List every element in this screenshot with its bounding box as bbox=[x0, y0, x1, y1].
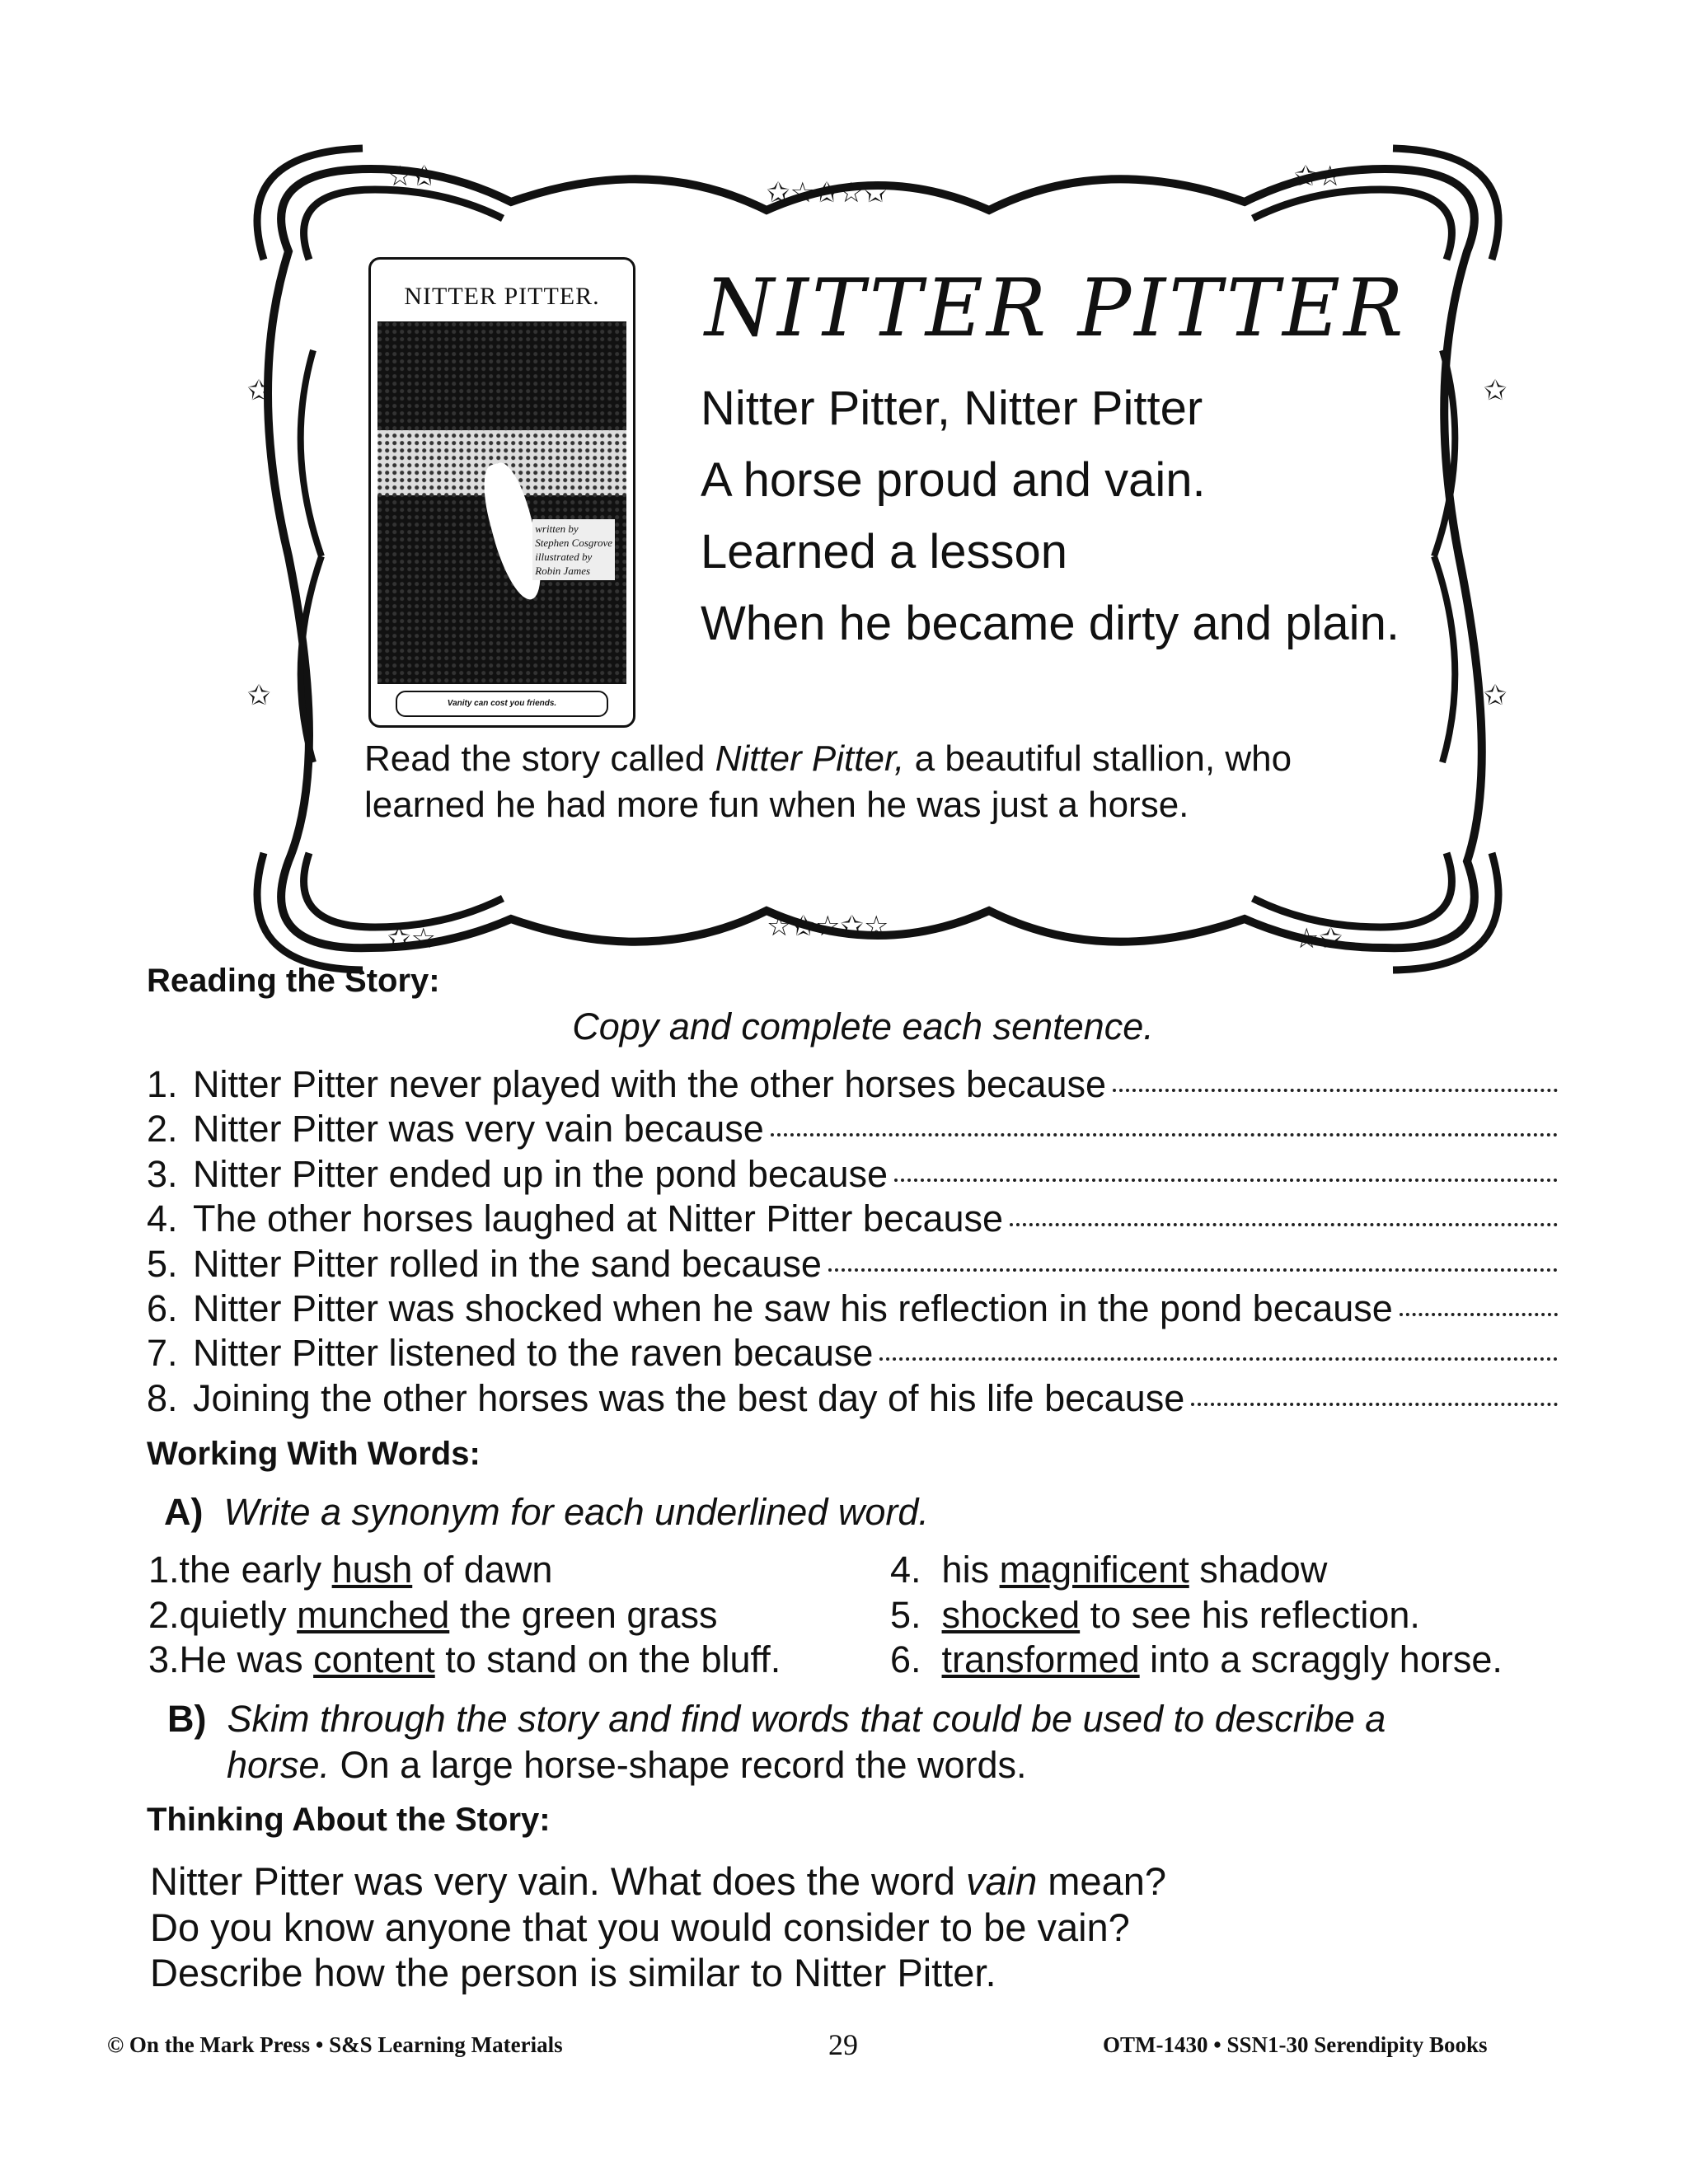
poem-line: A horse proud and vain. bbox=[701, 453, 1206, 507]
reading-question bbox=[147, 1377, 1558, 1420]
credit-illustrated-label: illustrated by bbox=[535, 551, 593, 563]
underlined-word: munched bbox=[297, 1593, 450, 1636]
question-number: 8. bbox=[147, 1376, 178, 1419]
page-number: 29 bbox=[828, 2028, 858, 2061]
credit-written-label: written by bbox=[535, 523, 579, 535]
question-text: Nitter Pitter never played with the other horses because bbox=[193, 1063, 1107, 1105]
item-text: the green grass bbox=[449, 1593, 718, 1636]
part-b-line-2 bbox=[227, 1744, 1027, 1787]
question-text: Nitter Pitter was shocked when he saw his reflection in the pond because bbox=[193, 1287, 1393, 1329]
item-text: into a scraggly horse. bbox=[1139, 1638, 1503, 1680]
item-text: of dawn bbox=[412, 1549, 553, 1591]
question-text: The other horses laughed at Nitter Pitter because bbox=[193, 1197, 1004, 1240]
underlined-word: transformed bbox=[941, 1638, 1140, 1680]
part-b-instruction: On a large horse-shape record the words. bbox=[330, 1744, 1027, 1786]
reading-question bbox=[147, 1197, 1558, 1240]
thinking-text: mean? bbox=[1037, 1859, 1166, 1903]
item-text: his bbox=[941, 1549, 1000, 1591]
svg-text:✩☆: ✩☆ bbox=[387, 922, 436, 955]
reading-heading: Reading the Story: bbox=[147, 963, 440, 999]
question-text: Nitter Pitter rolled in the sand because bbox=[193, 1242, 822, 1285]
item-text: to stand on the bluff. bbox=[434, 1638, 781, 1680]
author: Stephen Cosgrove bbox=[535, 537, 612, 549]
part-a-label: A) bbox=[164, 1491, 204, 1533]
synonym-item bbox=[890, 1549, 1327, 1591]
svg-text:✩: ✩ bbox=[247, 679, 271, 712]
underlined-word: content bbox=[313, 1638, 435, 1680]
cover-tagline: Vanity can cost you friends. bbox=[396, 691, 608, 717]
reading-question bbox=[147, 1108, 1558, 1151]
svg-text:☆✩: ☆✩ bbox=[387, 160, 436, 193]
answer-dotted-line bbox=[879, 1357, 1558, 1361]
reading-question bbox=[147, 1153, 1558, 1196]
footer-publisher: © On the Mark Press • S&S Learning Materials bbox=[107, 2032, 563, 2057]
underlined-word: magnificent bbox=[999, 1549, 1189, 1591]
question-number: 7. bbox=[147, 1332, 178, 1375]
reading-question bbox=[147, 1287, 1558, 1330]
reading-question bbox=[147, 1332, 1558, 1375]
question-number: 6. bbox=[147, 1287, 178, 1329]
page-title: NITTER PITTER bbox=[705, 262, 1407, 354]
footer-series: OTM-1430 • SSN1-30 Serendipity Books bbox=[1103, 2032, 1488, 2057]
part-a-instruction: Write a synonym for each underlined word. bbox=[223, 1491, 929, 1533]
thinking-text: Nitter Pitter was very vain. What does the word bbox=[150, 1859, 966, 1903]
item-text: He was bbox=[179, 1638, 314, 1680]
question-text: Joining the other horses was the best day of his life because bbox=[193, 1376, 1185, 1419]
synonym-item bbox=[890, 1594, 1420, 1637]
item-text: the early bbox=[179, 1549, 332, 1591]
intro-text: Read the story called bbox=[364, 738, 715, 779]
poem-line: Learned a lesson bbox=[701, 525, 1067, 579]
answer-dotted-line bbox=[1010, 1222, 1558, 1226]
thinking-line-2: Do you know anyone that you would consider to be vain? bbox=[150, 1905, 1130, 1949]
question-number: 5. bbox=[147, 1242, 178, 1285]
underlined-word: shocked bbox=[941, 1593, 1081, 1636]
svg-text:✩: ✩ bbox=[1484, 679, 1507, 712]
book-cover-image bbox=[368, 257, 635, 728]
item-text: shadow bbox=[1189, 1549, 1328, 1591]
synonym-item bbox=[148, 1638, 781, 1681]
words-heading: Working With Words: bbox=[147, 1436, 481, 1472]
svg-text:✩☆: ✩☆ bbox=[1294, 160, 1343, 193]
svg-text:☆✩☆✩☆: ☆✩☆✩☆ bbox=[767, 910, 889, 943]
question-number: 1. bbox=[147, 1063, 178, 1105]
svg-text:✩☆✩☆✩: ✩☆✩☆✩ bbox=[767, 176, 888, 209]
answer-dotted-line bbox=[1400, 1312, 1558, 1316]
intro-line-2: learned he had more fun when he was just a horse. bbox=[364, 785, 1189, 825]
cover-title: NITTER PITTER. bbox=[404, 283, 600, 310]
synonym-item bbox=[890, 1638, 1503, 1681]
horse-illustration bbox=[377, 321, 626, 684]
reading-question bbox=[147, 1243, 1558, 1286]
synonym-item bbox=[148, 1594, 717, 1637]
poem-line: Nitter Pitter, Nitter Pitter bbox=[701, 382, 1203, 435]
part-b-instruction: horse. bbox=[227, 1744, 331, 1786]
story-title: Nitter Pitter, bbox=[715, 738, 905, 779]
underlined-word: hush bbox=[331, 1549, 413, 1591]
question-text: Nitter Pitter was very vain because bbox=[193, 1108, 764, 1151]
thinking-line-3: Describe how the person is similar to Nitter Pitter. bbox=[150, 1951, 996, 1994]
answer-dotted-line bbox=[1191, 1402, 1558, 1406]
illustrator: Robin James bbox=[535, 565, 591, 577]
item-number: 6. bbox=[890, 1638, 921, 1680]
question-text: Nitter Pitter ended up in the pond because bbox=[193, 1152, 889, 1195]
reading-instruction: Copy and complete each sentence. bbox=[572, 1005, 1154, 1047]
item-number: 4. bbox=[890, 1549, 921, 1591]
reading-question bbox=[147, 1063, 1558, 1106]
intro-text: a beautiful stallion, who bbox=[904, 738, 1292, 779]
item-number: 3. bbox=[148, 1638, 180, 1680]
intro-line-1 bbox=[364, 738, 1292, 780]
synonym-item bbox=[148, 1549, 552, 1591]
item-text: quietly bbox=[179, 1593, 298, 1636]
part-b-label: B) bbox=[167, 1698, 207, 1740]
answer-dotted-line bbox=[771, 1132, 1558, 1137]
thinking-line-1 bbox=[150, 1858, 1166, 1904]
part-b bbox=[167, 1698, 1386, 1741]
part-a bbox=[164, 1491, 929, 1534]
question-number: 3. bbox=[147, 1152, 178, 1195]
answer-dotted-line bbox=[828, 1268, 1558, 1272]
question-number: 2. bbox=[147, 1108, 178, 1151]
svg-text:☆✩: ☆✩ bbox=[1294, 922, 1343, 955]
question-text: Nitter Pitter listened to the raven because bbox=[193, 1332, 874, 1375]
item-number: 2. bbox=[148, 1593, 180, 1636]
poem-line: When he became dirty and plain. bbox=[701, 597, 1400, 650]
cover-credits bbox=[532, 519, 615, 580]
part-b-instruction: Skim through the story and find words that could be used to describe a bbox=[227, 1698, 1386, 1740]
question-number: 4. bbox=[147, 1197, 178, 1240]
svg-text:✩: ✩ bbox=[247, 374, 271, 407]
answer-dotted-line bbox=[1113, 1088, 1558, 1092]
item-text: to see his reflection. bbox=[1080, 1593, 1420, 1636]
thinking-text: vain bbox=[965, 1859, 1038, 1903]
thinking-heading: Thinking About the Story: bbox=[147, 1802, 551, 1838]
svg-text:✩: ✩ bbox=[1484, 374, 1507, 407]
answer-dotted-line bbox=[894, 1178, 1558, 1182]
item-number: 1. bbox=[148, 1549, 180, 1591]
item-number: 5. bbox=[890, 1593, 921, 1636]
